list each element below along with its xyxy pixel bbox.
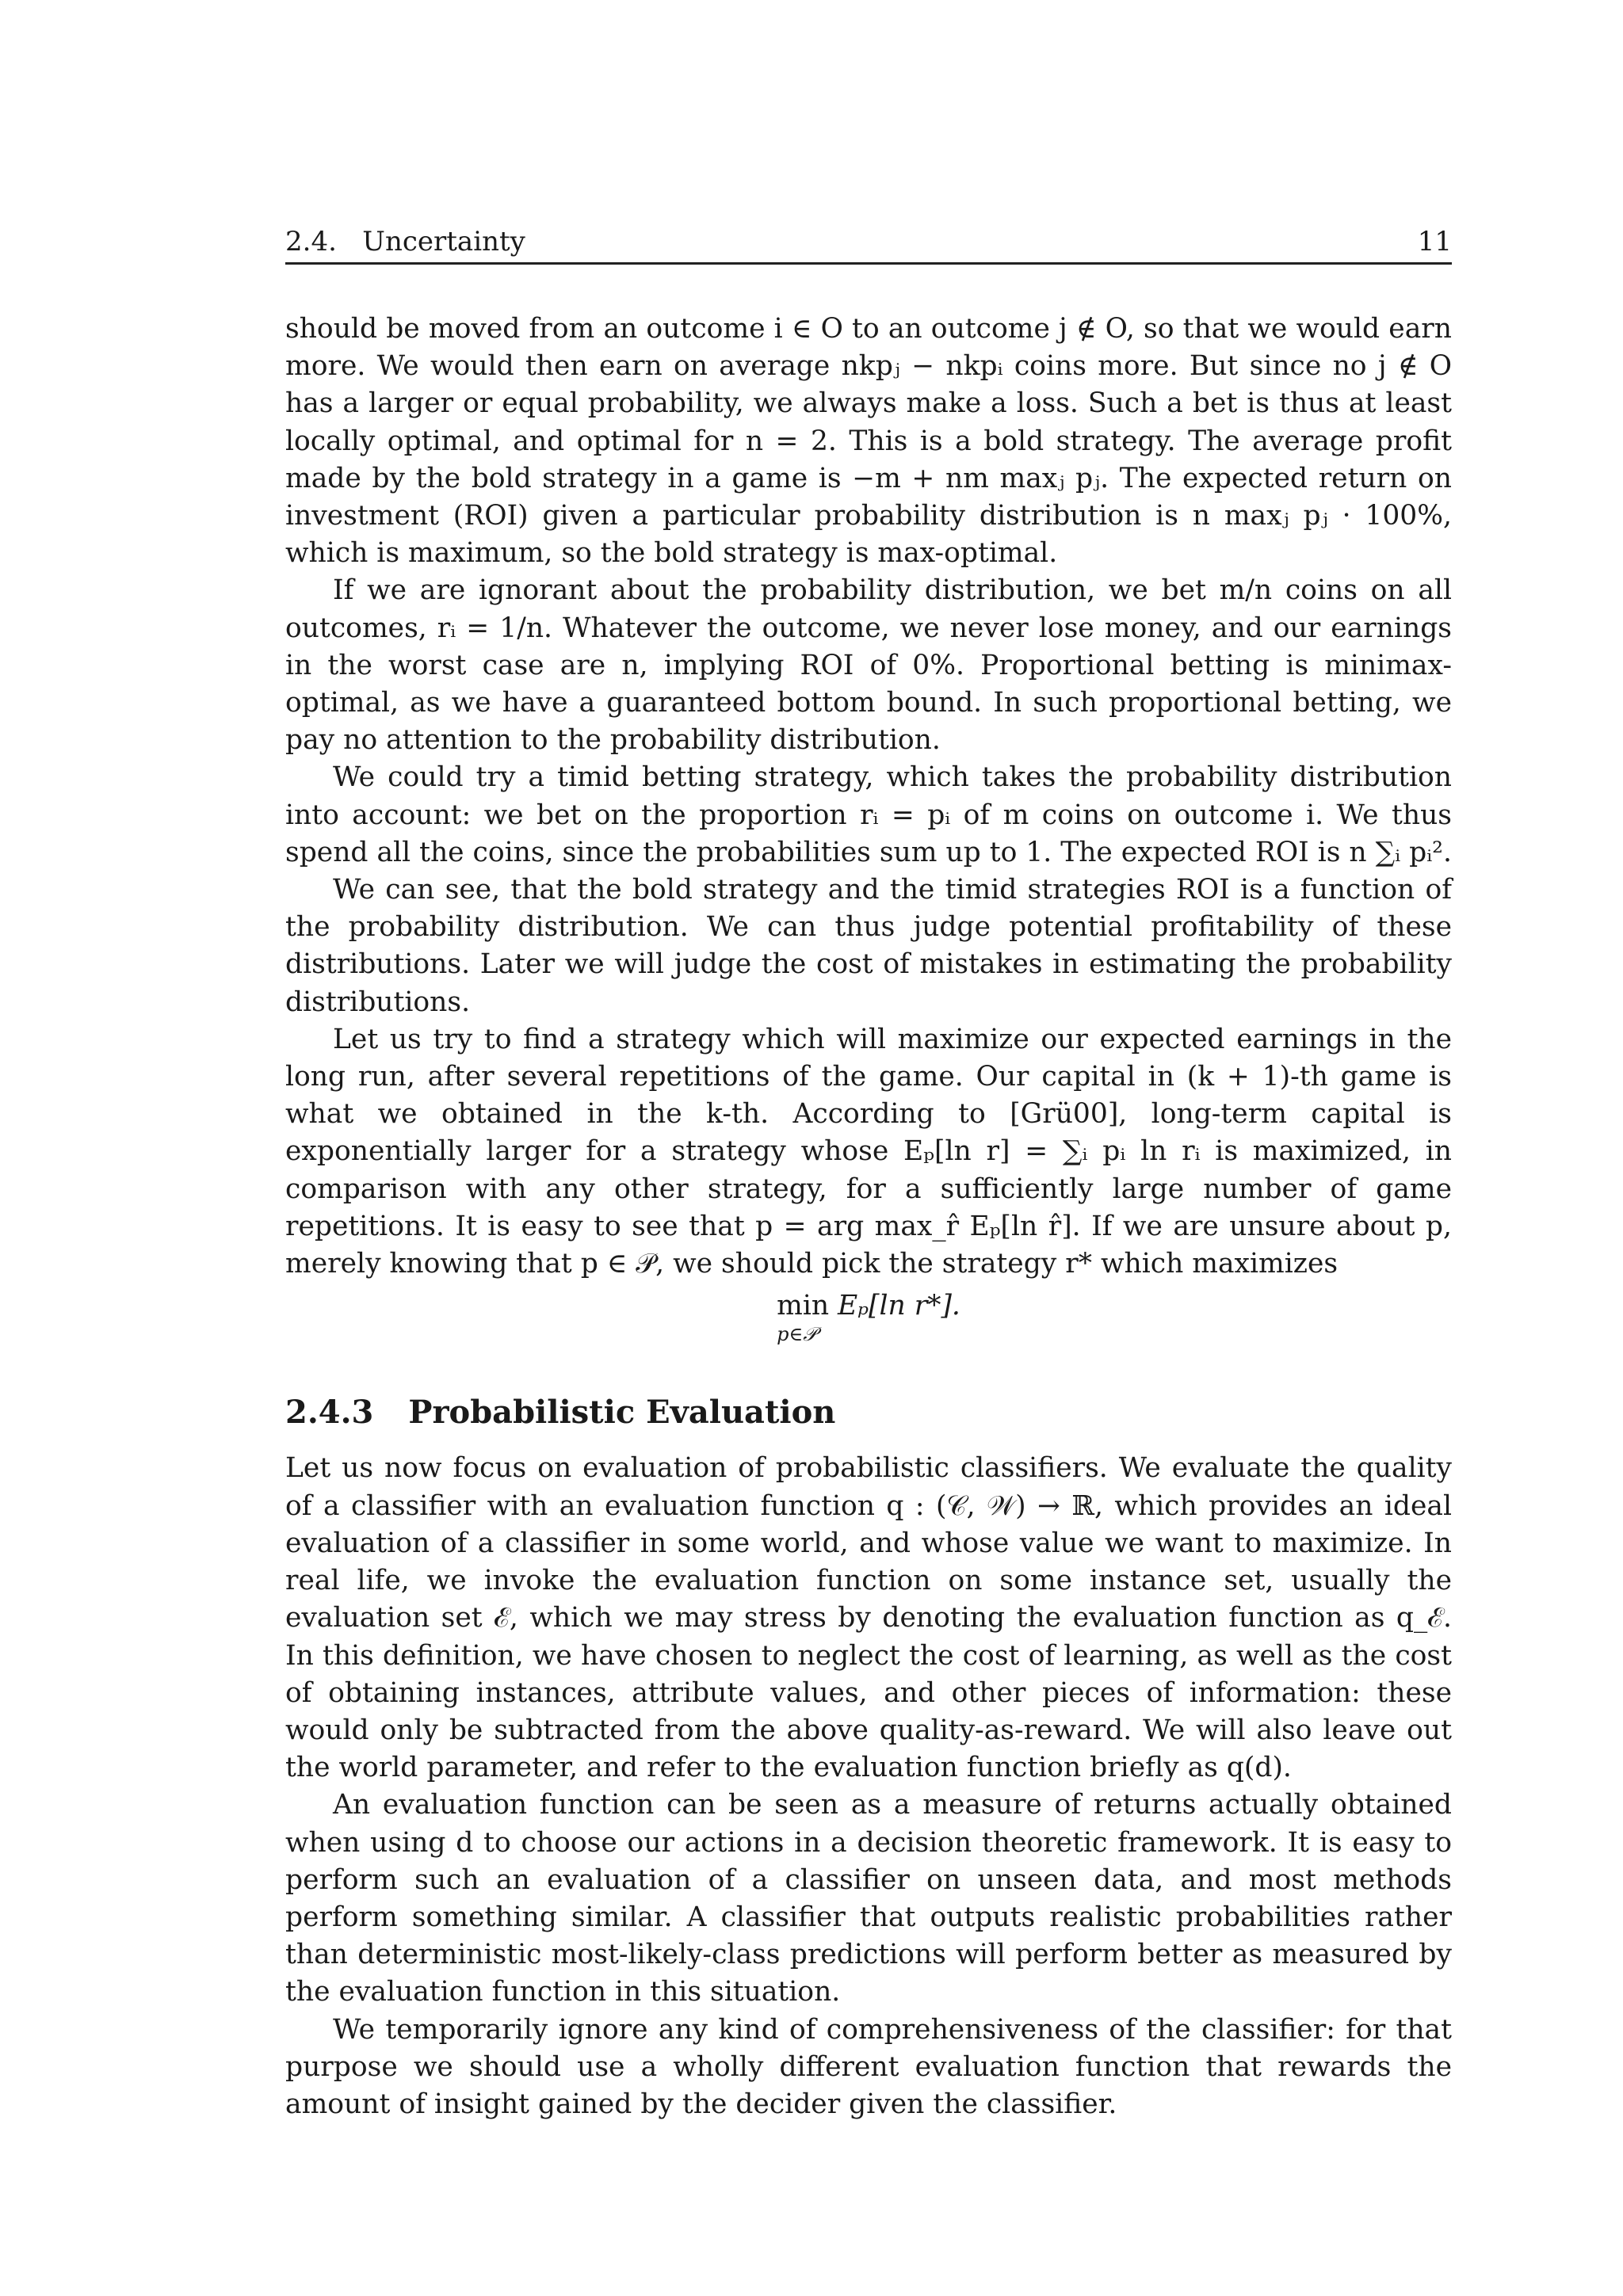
section-number: 2.4.3 <box>285 1394 374 1432</box>
equation-subscript: p∈𝒫 <box>777 1323 817 1346</box>
display-equation <box>285 1287 1452 1344</box>
section-heading <box>285 1394 1452 1431</box>
paragraph: should be moved from an outcome i ∈ O to an outcome j ∉ O, so that we would earn more. We would then earn on average nkpⱼ − nkpᵢ coins more. But since no j ∉ O has a larger or equal probability, we always make a loss. Such a bet is thus at least locally optimal, and optimal for n = 2. This is a bold strategy. The average profit made by the bold strategy in a game is −m + nm maxⱼ pⱼ. The expected return on investment (ROI) given a particular probability distribution is n maxⱼ pⱼ · 100%, which is maximum, so the bold strategy is max-optimal. <box>285 313 1452 570</box>
page-number: 11 <box>1417 226 1452 257</box>
paragraph: We can see, that the bold strategy and the timid strategies ROI is a function of the probability distribution. We can thus judge potential profitability of these distributions. Later we will judge the cost of mistakes in estimating the probability distributions. <box>285 874 1452 1018</box>
equation-expression: Eₚ[ln r*]. <box>838 1290 960 1322</box>
equation-operator: min <box>777 1290 830 1322</box>
section-title: Probabilistic Evaluation <box>408 1394 836 1432</box>
running-head-section: 2.4. Uncertainty <box>285 226 525 257</box>
running-head <box>285 226 1452 265</box>
paragraph: An evaluation function can be seen as a measure of returns actually obtained when using d to choose our actions in a decision theoretic framework. It is easy to perform such an evaluation of a classifier on unseen data, and most methods perform something similar. A classifier that outputs realistic probabilities rather than deterministic most-likely-class predictions will perform better as measured by the evaluation function in this situation. <box>285 1789 1452 2008</box>
page <box>285 226 1452 2123</box>
paragraph: If we are ignorant about the probability distribution, we bet m/n coins on all outcomes, rᵢ = 1/n. Whatever the outcome, we never lose money, and our earnings in the worst case are n, implying ROI of 0%. Proportional betting is minimax-optimal, as we have a guaranteed bottom bound. In such proportional betting, we pay no attention to the probability distribution. <box>285 574 1452 757</box>
paragraph: We temporarily ignore any kind of comprehensiveness of the classifier: for that purpose we should use a wholly different evaluation function that rewards the amount of insight gained by the decider given the classifier. <box>285 2013 1452 2120</box>
paragraph: We could try a timid betting strategy, which takes the probability distribution into account: we bet on the proportion rᵢ = pᵢ of m coins on outcome i. We thus spend all the coins, since the probabilities sum up to 1. The expected ROI is n ∑ᵢ pᵢ². <box>285 761 1452 868</box>
body-text <box>285 311 1452 2123</box>
paragraph: Let us try to find a strategy which will maximize our expected earnings in the long run, after several repetitions of the game. Our capital in (k + 1)-th game is what we obtained in the k-th. According to [Grü00], long-term capital is exponentially larger for a strategy whose Eₚ[ln r] = ∑ᵢ pᵢ ln rᵢ is maximized, in comparison with any other strategy, for a sufficiently large number of game repetitions. It is easy to see that p = arg max_r̂ Eₚ[ln r̂]. If we are unsure about p, merely knowing that p ∈ 𝒫, we should pick the strategy r* which maximizes <box>285 1023 1452 1280</box>
paragraph: Let us now focus on evaluation of probabilistic classifiers. We evaluate the quality of a classifier with an evaluation function q : (𝒞, 𝒲) → ℝ, which provides an ideal evaluation of a classifier in some world, and whose value we want to maximize. In real life, we invoke the evaluation function on some instance set, usually the evaluation set ℰ, which we may stress by denoting the evaluation function as q_ℰ. In this definition, we have chosen to neglect the cost of learning, as well as the cost of obtaining instances, attribute values, and other pieces of information: these would only be subtracted from the above quality-as-reward. We will also leave out the world parameter, and refer to the evaluation function briefly as q(d). <box>285 1452 1452 1784</box>
